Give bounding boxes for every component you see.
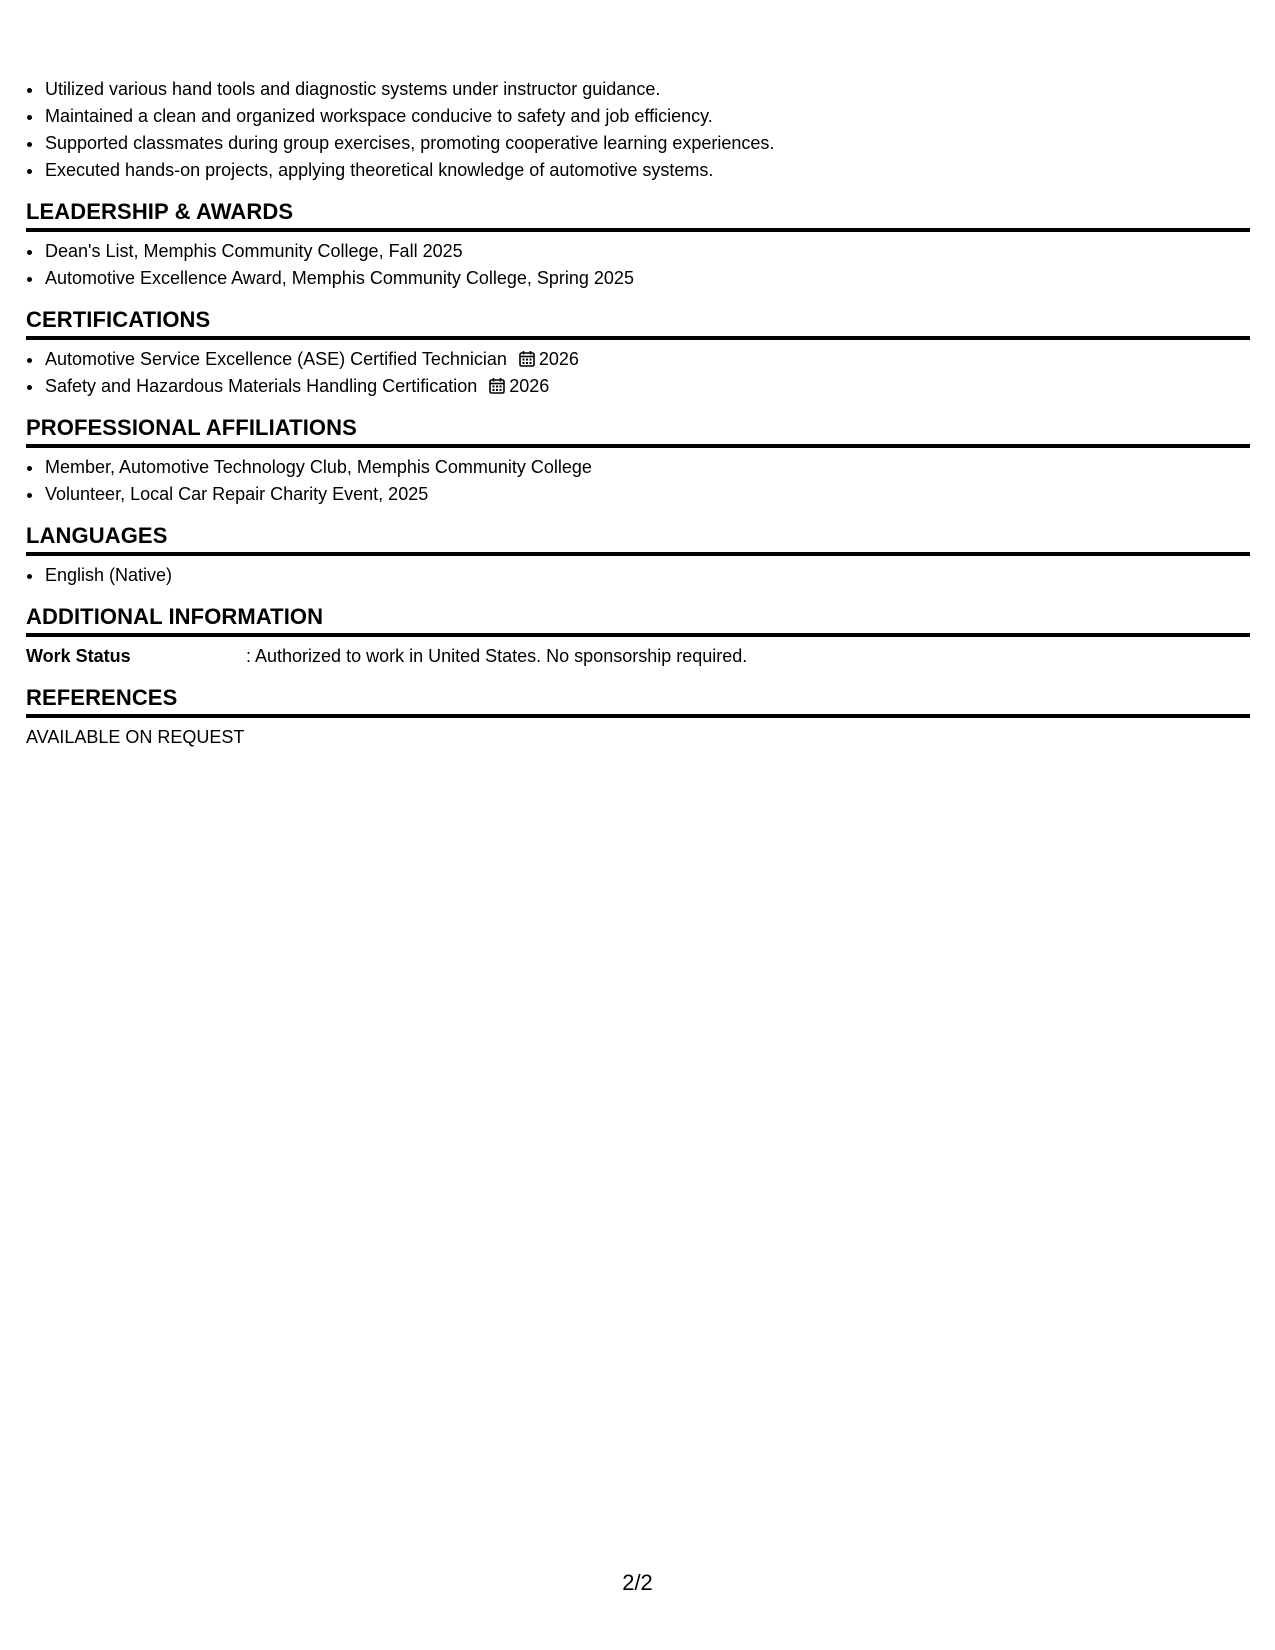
references-text: AVAILABLE ON REQUEST bbox=[26, 727, 245, 747]
certification-name: Automotive Service Excellence (ASE) Certified Technician bbox=[45, 349, 507, 369]
certifications-list bbox=[26, 346, 1250, 400]
section-certifications bbox=[26, 306, 1250, 400]
work-status-row bbox=[26, 643, 1250, 670]
section-title-languages: LANGUAGES bbox=[26, 522, 1250, 556]
list-item: • Maintained a clean and organized workspace conducive to safety and job efficiency. bbox=[44, 103, 1250, 130]
section-leadership-awards bbox=[26, 198, 1250, 292]
section-title-leadership-awards: LEADERSHIP & AWARDS bbox=[26, 198, 1250, 232]
section-title-additional-information: ADDITIONAL INFORMATION bbox=[26, 603, 1250, 637]
list-item: • Supported classmates during group exercises, promoting cooperative learning experiences. bbox=[44, 130, 1250, 157]
calendar-icon bbox=[489, 375, 505, 392]
calendar-icon bbox=[519, 348, 535, 365]
section-references bbox=[26, 684, 1250, 751]
languages-list bbox=[26, 562, 1250, 589]
work-status-value: : Authorized to work in United States. No sponsorship required. bbox=[246, 646, 748, 666]
list-item: • Dean's List, Memphis Community College, Fall 2025 bbox=[44, 238, 1250, 265]
section-title-professional-affiliations: PROFESSIONAL AFFILIATIONS bbox=[26, 414, 1250, 448]
list-item: • English (Native) bbox=[44, 562, 1250, 589]
work-status-label: Work Status bbox=[26, 646, 131, 666]
list-item: • Executed hands-on projects, applying theoretical knowledge of automotive systems. bbox=[44, 157, 1250, 184]
section-title-certifications: CERTIFICATIONS bbox=[26, 306, 1250, 340]
list-item bbox=[44, 373, 1250, 400]
affiliations-list bbox=[26, 454, 1250, 508]
list-item: • Utilized various hand tools and diagnostic systems under instructor guidance. bbox=[44, 76, 1250, 103]
list-item: • Member, Automotive Technology Club, Memphis Community College bbox=[44, 454, 1250, 481]
list-item: • Automotive Excellence Award, Memphis Community College, Spring 2025 bbox=[44, 265, 1250, 292]
section-professional-affiliations bbox=[26, 414, 1250, 508]
certification-year: 2026 bbox=[509, 376, 550, 396]
section-languages bbox=[26, 522, 1250, 589]
leadership-list bbox=[26, 238, 1250, 292]
experience-bullet-list bbox=[26, 76, 1250, 184]
page-number: 2/2 bbox=[622, 1570, 653, 1595]
list-item: • Volunteer, Local Car Repair Charity Event, 2025 bbox=[44, 481, 1250, 508]
certification-year: 2026 bbox=[538, 349, 579, 369]
section-additional-information bbox=[26, 603, 1250, 670]
list-item bbox=[44, 346, 1250, 373]
resume-page-2 bbox=[26, 76, 1250, 751]
certification-name: Safety and Hazardous Materials Handling Certification bbox=[45, 376, 478, 396]
section-title-references: REFERENCES bbox=[26, 684, 1250, 718]
